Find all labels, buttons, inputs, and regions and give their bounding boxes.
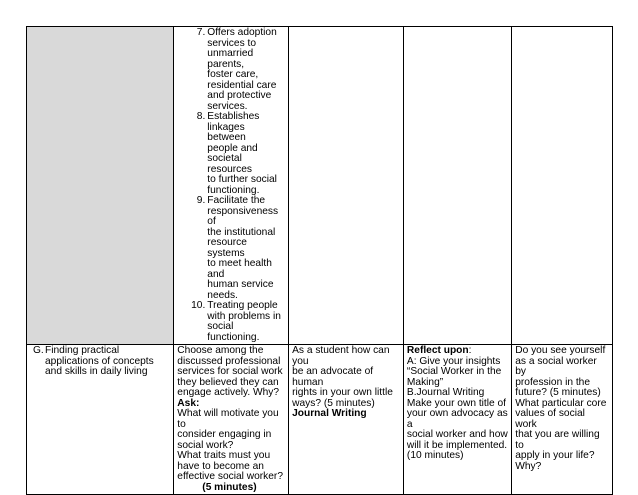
text-line: rights in your own little [292, 387, 393, 398]
ask-label: Ask: [177, 397, 200, 409]
text-line: have to become an [177, 460, 264, 472]
list-item [177, 301, 285, 343]
time-label: (5 minutes) [202, 481, 257, 493]
list-item [177, 112, 285, 196]
text-line: B.Journal Writing [406, 387, 485, 398]
text-line: Do you see yourself [515, 345, 606, 356]
list-item-line: unmarried parents, [207, 48, 254, 70]
list-item-line: responsiveness of [207, 205, 279, 227]
section-title-line: and skills in daily living [45, 366, 148, 377]
table-row [27, 345, 613, 495]
list-item-line: needs. [207, 289, 238, 301]
reflect-label: Reflect upon [406, 345, 469, 356]
empty-cell [403, 27, 511, 345]
list-item-line: societal resources [207, 153, 253, 175]
text-line: Make your own title of [406, 397, 507, 409]
text-line: A: Give your insights [406, 355, 501, 367]
list-item-line: Facilitate the [207, 195, 266, 206]
text-line: What traits must you [177, 450, 271, 461]
section-letter: G. [33, 345, 44, 356]
text-line: effective social worker? [177, 471, 283, 482]
activity-cell [174, 345, 289, 495]
text-line: as a social worker by [515, 355, 597, 377]
table-row [27, 27, 613, 345]
list-item-line: social functioning. [207, 321, 260, 343]
list-item [177, 196, 285, 301]
text-line: discussed professional [177, 355, 281, 367]
text-line: apply in your life? [515, 450, 595, 461]
text-line: What will motivate you to [177, 408, 279, 430]
reflect-colon: : [468, 345, 472, 356]
list-item-line: to further social [207, 174, 277, 185]
text-line: Why? [515, 460, 542, 472]
list-number: 7. [196, 27, 206, 38]
list-item-line: Offers adoption [207, 27, 277, 38]
text-line: Making” [406, 376, 444, 388]
text-line: consider engaging in [177, 429, 272, 440]
list-item-line: functioning. [207, 184, 260, 196]
list-item-line: foster care, [207, 69, 259, 80]
shaded-label-cell [27, 27, 174, 345]
text-line: your own advocacy as a [406, 408, 508, 430]
text-line: As a student how can you [292, 345, 390, 367]
list-item-line: human service [207, 279, 274, 290]
list-item-line: with problems in [207, 310, 281, 322]
list-item-line: people and [207, 142, 258, 154]
list-item-line: and protective [207, 90, 272, 101]
list-number: 8. [196, 111, 206, 122]
list-item-line: services to [207, 37, 256, 49]
text-line: engage actively. Why? [177, 387, 280, 398]
lesson-plan-table [26, 26, 613, 495]
text-line: values of social work [515, 408, 585, 430]
text-line: social worker and how [406, 429, 508, 440]
text-line: social work? [177, 439, 234, 451]
list-item [177, 28, 285, 112]
list-number: 9. [196, 195, 206, 206]
list-item-line: the institutional [207, 226, 276, 238]
empty-cell [289, 27, 404, 345]
text-line: will it be implemented. [406, 439, 508, 451]
list-item-line: resource systems [207, 237, 247, 259]
list-item-line: linkages between [207, 121, 246, 143]
empty-cell [512, 27, 613, 345]
text-line: they believed they can [177, 376, 279, 388]
services-list [177, 28, 285, 343]
list-item-line: Treating people [207, 300, 278, 311]
text-line: “Social Worker in the [406, 366, 502, 377]
reflection-cell [403, 345, 511, 495]
text-line: ways? (5 minutes) [292, 397, 375, 409]
text-line: (10 minutes) [406, 450, 464, 461]
list-item-line: to meet health and [207, 258, 272, 280]
self-assessment-cell [512, 345, 613, 495]
text-line: profession in the [515, 376, 590, 388]
list-number: 10. [191, 300, 206, 311]
journal-writing-label: Journal Writing [292, 408, 367, 419]
text-line: Choose among the [177, 345, 264, 356]
section-title-line: applications of concepts [45, 355, 154, 367]
section-title [30, 346, 170, 378]
section-title-line: Finding practical [45, 345, 120, 356]
list-item-line: Establishes [207, 111, 260, 122]
advocacy-cell [289, 345, 404, 495]
services-list-cell [174, 27, 289, 345]
section-label-cell [27, 345, 174, 495]
text-line: be an advocate of human [292, 366, 374, 388]
list-item-line: residential care [207, 79, 277, 91]
text-line: future? (5 minutes) [515, 387, 601, 398]
text-line: What particular core [515, 397, 607, 409]
text-line: that you are willing to [515, 429, 600, 451]
list-item-line: services. [207, 100, 248, 112]
text-line: services for social work [177, 366, 283, 377]
